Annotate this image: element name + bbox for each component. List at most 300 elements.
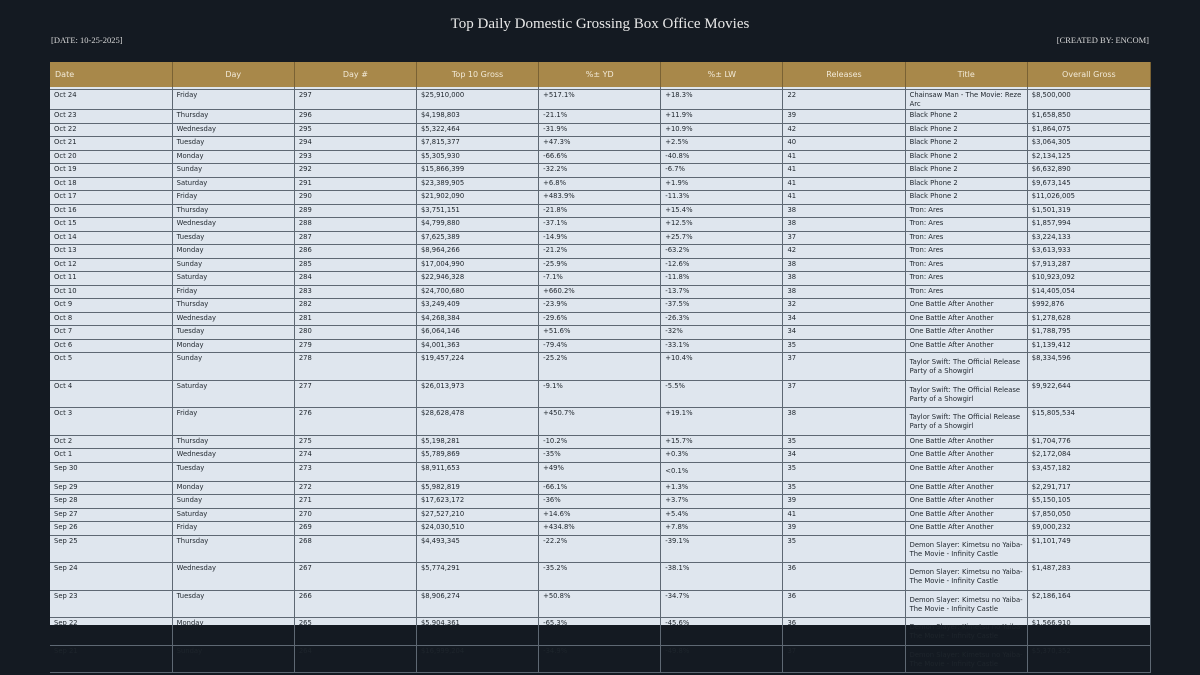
cell-releases: 38 — [783, 408, 905, 436]
cell-pct-yd: -37.1% — [539, 218, 661, 232]
cell-top-10-gross: $7,815,377 — [416, 137, 538, 151]
movie-title-text: Tron: Ares — [909, 205, 944, 214]
cell-day: Wednesday — [172, 218, 294, 232]
cell-day-number: 278 — [294, 353, 416, 381]
cell-releases: 38 — [783, 218, 905, 232]
cell-title — [905, 218, 1027, 232]
cell-date: Oct 13 — [50, 245, 172, 259]
table-row[interactable] — [50, 231, 1151, 245]
movie-title-text: Black Phone 2 — [909, 178, 958, 187]
movie-title-text: Demon Slayer: Kimetsu no Yaiba- The Movie - Infinity Castle — [909, 595, 1023, 613]
date-label: [DATE: 10-25-2025] — [51, 35, 123, 45]
movie-title-text: Taylor Swift: The Official Release Party of a Showgirl — [909, 358, 1021, 375]
pct-lw-text: <0.1% — [665, 466, 689, 475]
cell-overall-gross: $9,000,232 — [1027, 522, 1150, 536]
movie-title-text: Black Phone 2 — [909, 151, 958, 160]
cell-top-10-gross: $7,625,389 — [416, 231, 538, 245]
column-header-pct-yd[interactable]: %± YD — [539, 62, 661, 87]
cell-pct-yd: -35% — [539, 449, 661, 463]
table-row[interactable] — [50, 150, 1151, 164]
cell-title — [905, 110, 1027, 124]
movie-title-text: Black Phone 2 — [909, 111, 958, 119]
cell-day: Thursday — [172, 435, 294, 449]
cell-pct-yd: +434.8% — [539, 522, 661, 536]
cell-title — [905, 590, 1027, 618]
cell-overall-gross: $8,500,000 — [1027, 90, 1150, 110]
cell-pct-lw: -34.7% — [661, 590, 783, 618]
cell-day: Sunday — [172, 353, 294, 381]
cell-date: Oct 16 — [50, 204, 172, 218]
cell-overall-gross: $3,457,182 — [1027, 462, 1150, 481]
cell-pct-yd: -35.2% — [539, 563, 661, 591]
cell-pct-yd: +483.9% — [539, 191, 661, 205]
cell-title — [905, 339, 1027, 353]
cell-top-10-gross: $8,906,274 — [416, 590, 538, 618]
cell-day: Monday — [172, 481, 294, 495]
cell-top-10-gross: $5,305,930 — [416, 150, 538, 164]
cell-date: Sep 26 — [50, 522, 172, 536]
cell-day: Tuesday — [172, 590, 294, 618]
cell-title — [905, 495, 1027, 509]
cell-day-number: 284 — [294, 272, 416, 286]
movie-title-text: Black Phone 2 — [909, 165, 958, 173]
cell-top-10-gross: $5,789,869 — [416, 449, 538, 463]
cell-overall-gross: $14,405,054 — [1027, 285, 1150, 299]
cell-title — [905, 164, 1027, 178]
cell-day: Thursday — [172, 110, 294, 124]
cell-pct-yd: -32.2% — [539, 164, 661, 178]
table-row[interactable] — [50, 590, 1151, 618]
cell-pct-yd: -9.1% — [539, 380, 661, 408]
cell-pct-lw: +15.4% — [661, 204, 783, 218]
cell-pct-lw: +1.9% — [661, 177, 783, 191]
cell-date: Oct 12 — [50, 258, 172, 272]
cell-date: Oct 14 — [50, 231, 172, 245]
movie-title-text: Black Phone 2 — [909, 192, 958, 200]
cell-day: Friday — [172, 522, 294, 536]
movie-title-text: One Battle After Another — [909, 509, 994, 518]
cell-day-number: 268 — [294, 535, 416, 563]
cell-pct-yd: +517.1% — [539, 90, 661, 110]
cell-date: Oct 4 — [50, 380, 172, 408]
table-row[interactable] — [50, 90, 1151, 110]
movie-title-text: One Battle After Another — [909, 436, 994, 445]
cell-top-10-gross: $4,198,803 — [416, 110, 538, 124]
cell-day: Wednesday — [172, 123, 294, 137]
cell-top-10-gross: $8,911,653 — [416, 462, 538, 481]
cell-title — [905, 563, 1027, 591]
movie-title-text: Black Phone 2 — [909, 124, 958, 133]
cell-pct-yd: -14.9% — [539, 231, 661, 245]
table-row[interactable] — [50, 285, 1151, 299]
cell-overall-gross: $3,224,133 — [1027, 231, 1150, 245]
cell-top-10-gross: $21,902,090 — [416, 191, 538, 205]
cell-date: Oct 18 — [50, 177, 172, 191]
cell-pct-lw: +3.7% — [661, 495, 783, 509]
table-row[interactable] — [50, 462, 1151, 481]
movie-title-text: One Battle After Another — [909, 300, 994, 308]
cell-title — [905, 204, 1027, 218]
table-row[interactable] — [50, 245, 1151, 259]
cell-day: Monday — [172, 245, 294, 259]
cell-pct-lw: -12.6% — [661, 258, 783, 272]
table-row[interactable] — [50, 495, 1151, 509]
cell-day-number: 290 — [294, 191, 416, 205]
movie-title-text: Tron: Ares — [909, 286, 944, 295]
table-row[interactable] — [50, 435, 1151, 449]
cell-title — [905, 435, 1027, 449]
cell-pct-yd: +450.7% — [539, 408, 661, 436]
cell-overall-gross: $5,370,352 — [1027, 645, 1150, 673]
cell-pct-lw: +7.8% — [661, 522, 783, 536]
cell-date: Oct 9 — [50, 299, 172, 313]
cell-day: Sunday — [172, 645, 294, 673]
cell-date: Sep 21 — [50, 645, 172, 673]
cell-date: Oct 2 — [50, 435, 172, 449]
cell-overall-gross: $1,139,412 — [1027, 339, 1150, 353]
cell-day-number: 289 — [294, 204, 416, 218]
table-row[interactable] — [50, 563, 1151, 591]
movie-title-text: One Battle After Another — [909, 313, 994, 322]
cell-overall-gross: $7,850,050 — [1027, 508, 1150, 522]
cell-day: Saturday — [172, 380, 294, 408]
cell-overall-gross: $9,922,644 — [1027, 380, 1150, 408]
cell-day-number: 266 — [294, 590, 416, 618]
cell-overall-gross: $8,334,596 — [1027, 353, 1150, 381]
cell-releases: 35 — [783, 535, 905, 563]
table-row[interactable] — [50, 218, 1151, 232]
cell-date: Oct 21 — [50, 137, 172, 151]
cell-pct-lw: +10.4% — [661, 353, 783, 381]
cell-releases: 38 — [783, 285, 905, 299]
cell-day: Thursday — [172, 535, 294, 563]
cell-releases: 40 — [783, 137, 905, 151]
cell-top-10-gross: $5,904,361 — [416, 618, 538, 646]
cell-title — [905, 408, 1027, 436]
table-row[interactable] — [50, 618, 1151, 646]
table-row[interactable] — [50, 508, 1151, 522]
cell-top-10-gross: $5,982,819 — [416, 481, 538, 495]
table-row[interactable] — [50, 110, 1151, 124]
movie-title-text: Tron: Ares — [909, 273, 944, 281]
cell-title — [905, 645, 1027, 673]
table-row[interactable] — [50, 380, 1151, 408]
cell-pct-yd: +49% — [539, 462, 661, 481]
cell-releases: 36 — [783, 563, 905, 591]
cell-releases: 36 — [783, 590, 905, 618]
movie-title-text: One Battle After Another — [909, 496, 994, 504]
cell-date: Oct 20 — [50, 150, 172, 164]
cell-title — [905, 326, 1027, 340]
cell-day: Monday — [172, 618, 294, 646]
cell-day-number: 287 — [294, 231, 416, 245]
cell-overall-gross: $2,172,084 — [1027, 449, 1150, 463]
cell-day: Sunday — [172, 258, 294, 272]
box-office-table-container[interactable] — [50, 62, 1151, 668]
cell-day: Saturday — [172, 508, 294, 522]
cell-day-number: 295 — [294, 123, 416, 137]
cell-day-number: 293 — [294, 150, 416, 164]
cell-pct-lw: -6.7% — [661, 164, 783, 178]
cell-day-number: 282 — [294, 299, 416, 313]
page-title: Top Daily Domestic Grossing Box Office Movies — [450, 16, 750, 32]
cell-overall-gross: $3,064,305 — [1027, 137, 1150, 151]
cell-day-number: 283 — [294, 285, 416, 299]
cell-top-10-gross: $4,493,345 — [416, 535, 538, 563]
cell-top-10-gross: $15,866,399 — [416, 164, 538, 178]
cell-title — [905, 150, 1027, 164]
cell-pct-lw: -38.1% — [661, 563, 783, 591]
cell-date: Oct 24 — [50, 90, 172, 110]
cell-overall-gross: $2,134,125 — [1027, 150, 1150, 164]
cell-releases: 34 — [783, 312, 905, 326]
cell-date: Oct 23 — [50, 110, 172, 124]
cell-day-number: 273 — [294, 462, 416, 481]
cell-date: Sep 24 — [50, 563, 172, 591]
cell-date: Oct 17 — [50, 191, 172, 205]
cell-pct-lw: -11.8% — [661, 272, 783, 286]
cell-date: Sep 29 — [50, 481, 172, 495]
cell-day-number: 270 — [294, 508, 416, 522]
cell-overall-gross: $1,857,994 — [1027, 218, 1150, 232]
cell-day-number: 288 — [294, 218, 416, 232]
cell-releases: 41 — [783, 177, 905, 191]
movie-title-text: One Battle After Another — [909, 450, 994, 458]
cell-releases: 38 — [783, 272, 905, 286]
cell-overall-gross: $15,805,534 — [1027, 408, 1150, 436]
cell-pct-lw: +10.9% — [661, 123, 783, 137]
cell-day-number: 297 — [294, 90, 416, 110]
table-row[interactable] — [50, 123, 1151, 137]
cell-pct-yd: -66.1% — [539, 481, 661, 495]
column-header-date[interactable]: Date — [50, 62, 172, 87]
cell-pct-lw: +5.4% — [661, 508, 783, 522]
cell-day: Tuesday — [172, 326, 294, 340]
cell-overall-gross: $11,026,005 — [1027, 191, 1150, 205]
cell-date: Oct 22 — [50, 123, 172, 137]
cell-day-number: 267 — [294, 563, 416, 591]
movie-title-text: Demon Slayer: Kimetsu no Yaiba- The Movie - Infinity Castle — [909, 650, 1023, 668]
cell-top-10-gross: $3,751,151 — [416, 204, 538, 218]
cell-releases: 35 — [783, 462, 905, 481]
movie-title-text: Demon Slayer: Kimetsu no Yaiba- The Movie - Infinity Castle — [909, 568, 1023, 585]
cell-day-number: 276 — [294, 408, 416, 436]
table-row[interactable] — [50, 522, 1151, 536]
cell-title — [905, 177, 1027, 191]
cell-pct-yd: +6.8% — [539, 177, 661, 191]
cell-day-number: 264 — [294, 645, 416, 673]
cell-date: Sep 28 — [50, 495, 172, 509]
cell-top-10-gross: $5,322,464 — [416, 123, 538, 137]
movie-title-text: One Battle After Another — [909, 523, 994, 531]
column-header-title[interactable]: Title — [905, 62, 1027, 87]
table-row[interactable] — [50, 258, 1151, 272]
cell-day: Saturday — [172, 177, 294, 191]
table-row[interactable] — [50, 326, 1151, 340]
cell-day: Friday — [172, 90, 294, 110]
cell-pct-lw: -33.1% — [661, 339, 783, 353]
cell-pct-lw: +2.5% — [661, 137, 783, 151]
cell-day: Saturday — [172, 272, 294, 286]
cell-day-number: 272 — [294, 481, 416, 495]
cell-pct-yd: -23.9% — [539, 299, 661, 313]
cell-releases: 39 — [783, 495, 905, 509]
cell-pct-lw: +12.5% — [661, 218, 783, 232]
cell-date: Oct 3 — [50, 408, 172, 436]
cell-overall-gross: $2,186,164 — [1027, 590, 1150, 618]
cell-releases: 42 — [783, 245, 905, 259]
cell-releases: 37 — [783, 380, 905, 408]
column-header-overall-gross[interactable]: Overall Gross — [1027, 62, 1150, 87]
cell-title — [905, 535, 1027, 563]
cell-day-number: 296 — [294, 110, 416, 124]
cell-pct-yd: -36% — [539, 495, 661, 509]
cell-releases: 38 — [783, 204, 905, 218]
cell-releases: 35 — [783, 339, 905, 353]
movie-title-text: One Battle After Another — [909, 463, 994, 472]
table-row[interactable] — [50, 312, 1151, 326]
cell-overall-gross: $1,278,628 — [1027, 312, 1150, 326]
cell-releases: 35 — [783, 481, 905, 495]
cell-day: Friday — [172, 285, 294, 299]
cell-pct-lw: -40.8% — [661, 150, 783, 164]
table-row[interactable] — [50, 408, 1151, 436]
cell-pct-lw: -45.6% — [661, 618, 783, 646]
cell-pct-yd: -79.4% — [539, 339, 661, 353]
table-row[interactable] — [50, 137, 1151, 151]
cell-top-10-gross: $8,964,266 — [416, 245, 538, 259]
cell-overall-gross: $9,673,145 — [1027, 177, 1150, 191]
cell-title — [905, 231, 1027, 245]
column-header-releases[interactable]: Releases — [783, 62, 905, 87]
cell-title — [905, 90, 1027, 110]
cell-title — [905, 245, 1027, 259]
movie-title-text: Taylor Swift: The Official Release Party of a Showgirl — [909, 385, 1021, 403]
cell-top-10-gross: $28,628,478 — [416, 408, 538, 436]
cell-overall-gross: $1,864,075 — [1027, 123, 1150, 137]
column-header-top-10-gross[interactable]: Top 10 Gross — [416, 62, 538, 87]
cell-pct-lw: -49.8% — [661, 645, 783, 673]
cell-overall-gross: $1,788,795 — [1027, 326, 1150, 340]
cell-day: Tuesday — [172, 462, 294, 481]
column-header-day-number[interactable]: Day # — [294, 62, 416, 87]
cell-top-10-gross: $4,268,384 — [416, 312, 538, 326]
cell-overall-gross: $1,501,319 — [1027, 204, 1150, 218]
cell-title — [905, 353, 1027, 381]
cell-day: Sunday — [172, 164, 294, 178]
cell-title — [905, 522, 1027, 536]
cell-day-number: 271 — [294, 495, 416, 509]
table-row[interactable] — [50, 272, 1151, 286]
cell-top-10-gross: $17,004,990 — [416, 258, 538, 272]
cell-day: Wednesday — [172, 563, 294, 591]
movie-title-text: One Battle After Another — [909, 327, 994, 335]
cell-overall-gross: $5,150,105 — [1027, 495, 1150, 509]
cell-pct-yd: -7.1% — [539, 272, 661, 286]
cell-day: Wednesday — [172, 312, 294, 326]
cell-day: Friday — [172, 191, 294, 205]
movie-title-text: Tron: Ares — [909, 246, 944, 254]
cell-title — [905, 299, 1027, 313]
cell-pct-yd: -65.3% — [539, 618, 661, 646]
cell-title — [905, 481, 1027, 495]
cell-day-number: 291 — [294, 177, 416, 191]
table-body — [50, 87, 1151, 673]
cell-day-number: 275 — [294, 435, 416, 449]
table-row[interactable] — [50, 339, 1151, 353]
cell-pct-lw: +18.3% — [661, 90, 783, 110]
cell-title — [905, 272, 1027, 286]
cell-date: Sep 25 — [50, 535, 172, 563]
cell-title — [905, 618, 1027, 646]
cell-releases: 38 — [783, 258, 905, 272]
cell-title — [905, 258, 1027, 272]
cell-releases: 41 — [783, 508, 905, 522]
table-row[interactable] — [50, 481, 1151, 495]
table-row[interactable] — [50, 204, 1151, 218]
cell-date: Oct 6 — [50, 339, 172, 353]
cell-day: Monday — [172, 150, 294, 164]
cell-day-number: 292 — [294, 164, 416, 178]
cell-top-10-gross: $24,700,680 — [416, 285, 538, 299]
cell-day-number: 274 — [294, 449, 416, 463]
cell-overall-gross: $1,566,910 — [1027, 618, 1150, 646]
cell-releases: 41 — [783, 150, 905, 164]
cell-pct-yd: -34.9% — [539, 645, 661, 673]
cell-pct-lw: -39.1% — [661, 535, 783, 563]
cell-day-number: 294 — [294, 137, 416, 151]
cell-day: Sunday — [172, 495, 294, 509]
cell-pct-yd: -21.8% — [539, 204, 661, 218]
cell-overall-gross: $992,876 — [1027, 299, 1150, 313]
cell-title — [905, 191, 1027, 205]
table-row[interactable] — [50, 535, 1151, 563]
cell-date: Sep 27 — [50, 508, 172, 522]
table-row[interactable] — [50, 191, 1151, 205]
cell-pct-yd: -21.2% — [539, 245, 661, 259]
cell-overall-gross: $1,487,283 — [1027, 563, 1150, 591]
cell-date: Oct 10 — [50, 285, 172, 299]
cell-date: Oct 15 — [50, 218, 172, 232]
cell-releases: 32 — [783, 299, 905, 313]
column-header-pct-lw[interactable]: %± LW — [661, 62, 783, 87]
cell-date: Oct 19 — [50, 164, 172, 178]
cell-pct-yd: -29.6% — [539, 312, 661, 326]
cell-pct-lw: -63.2% — [661, 245, 783, 259]
cell-releases: 41 — [783, 191, 905, 205]
cell-top-10-gross: $25,910,000 — [416, 90, 538, 110]
cell-pct-lw: -32% — [661, 326, 783, 340]
movie-title-text: Demon Slayer: Kimetsu no Yaiba- The Movie - Infinity Castle — [909, 623, 1023, 640]
cell-day: Monday — [172, 339, 294, 353]
table-row[interactable] — [50, 299, 1151, 313]
column-header-day[interactable]: Day — [172, 62, 294, 87]
box-office-table — [50, 62, 1151, 673]
table-row[interactable] — [50, 353, 1151, 381]
cell-pct-lw: +15.7% — [661, 435, 783, 449]
table-row[interactable] — [50, 449, 1151, 463]
cell-pct-yd: +51.6% — [539, 326, 661, 340]
cell-day: Tuesday — [172, 137, 294, 151]
table-row[interactable] — [50, 164, 1151, 178]
cell-top-10-gross: $19,457,224 — [416, 353, 538, 381]
table-row[interactable] — [50, 645, 1151, 673]
cell-top-10-gross: $5,198,281 — [416, 435, 538, 449]
cell-date: Oct 1 — [50, 449, 172, 463]
cell-pct-lw: -26.3% — [661, 312, 783, 326]
table-row[interactable] — [50, 177, 1151, 191]
cell-title — [905, 312, 1027, 326]
